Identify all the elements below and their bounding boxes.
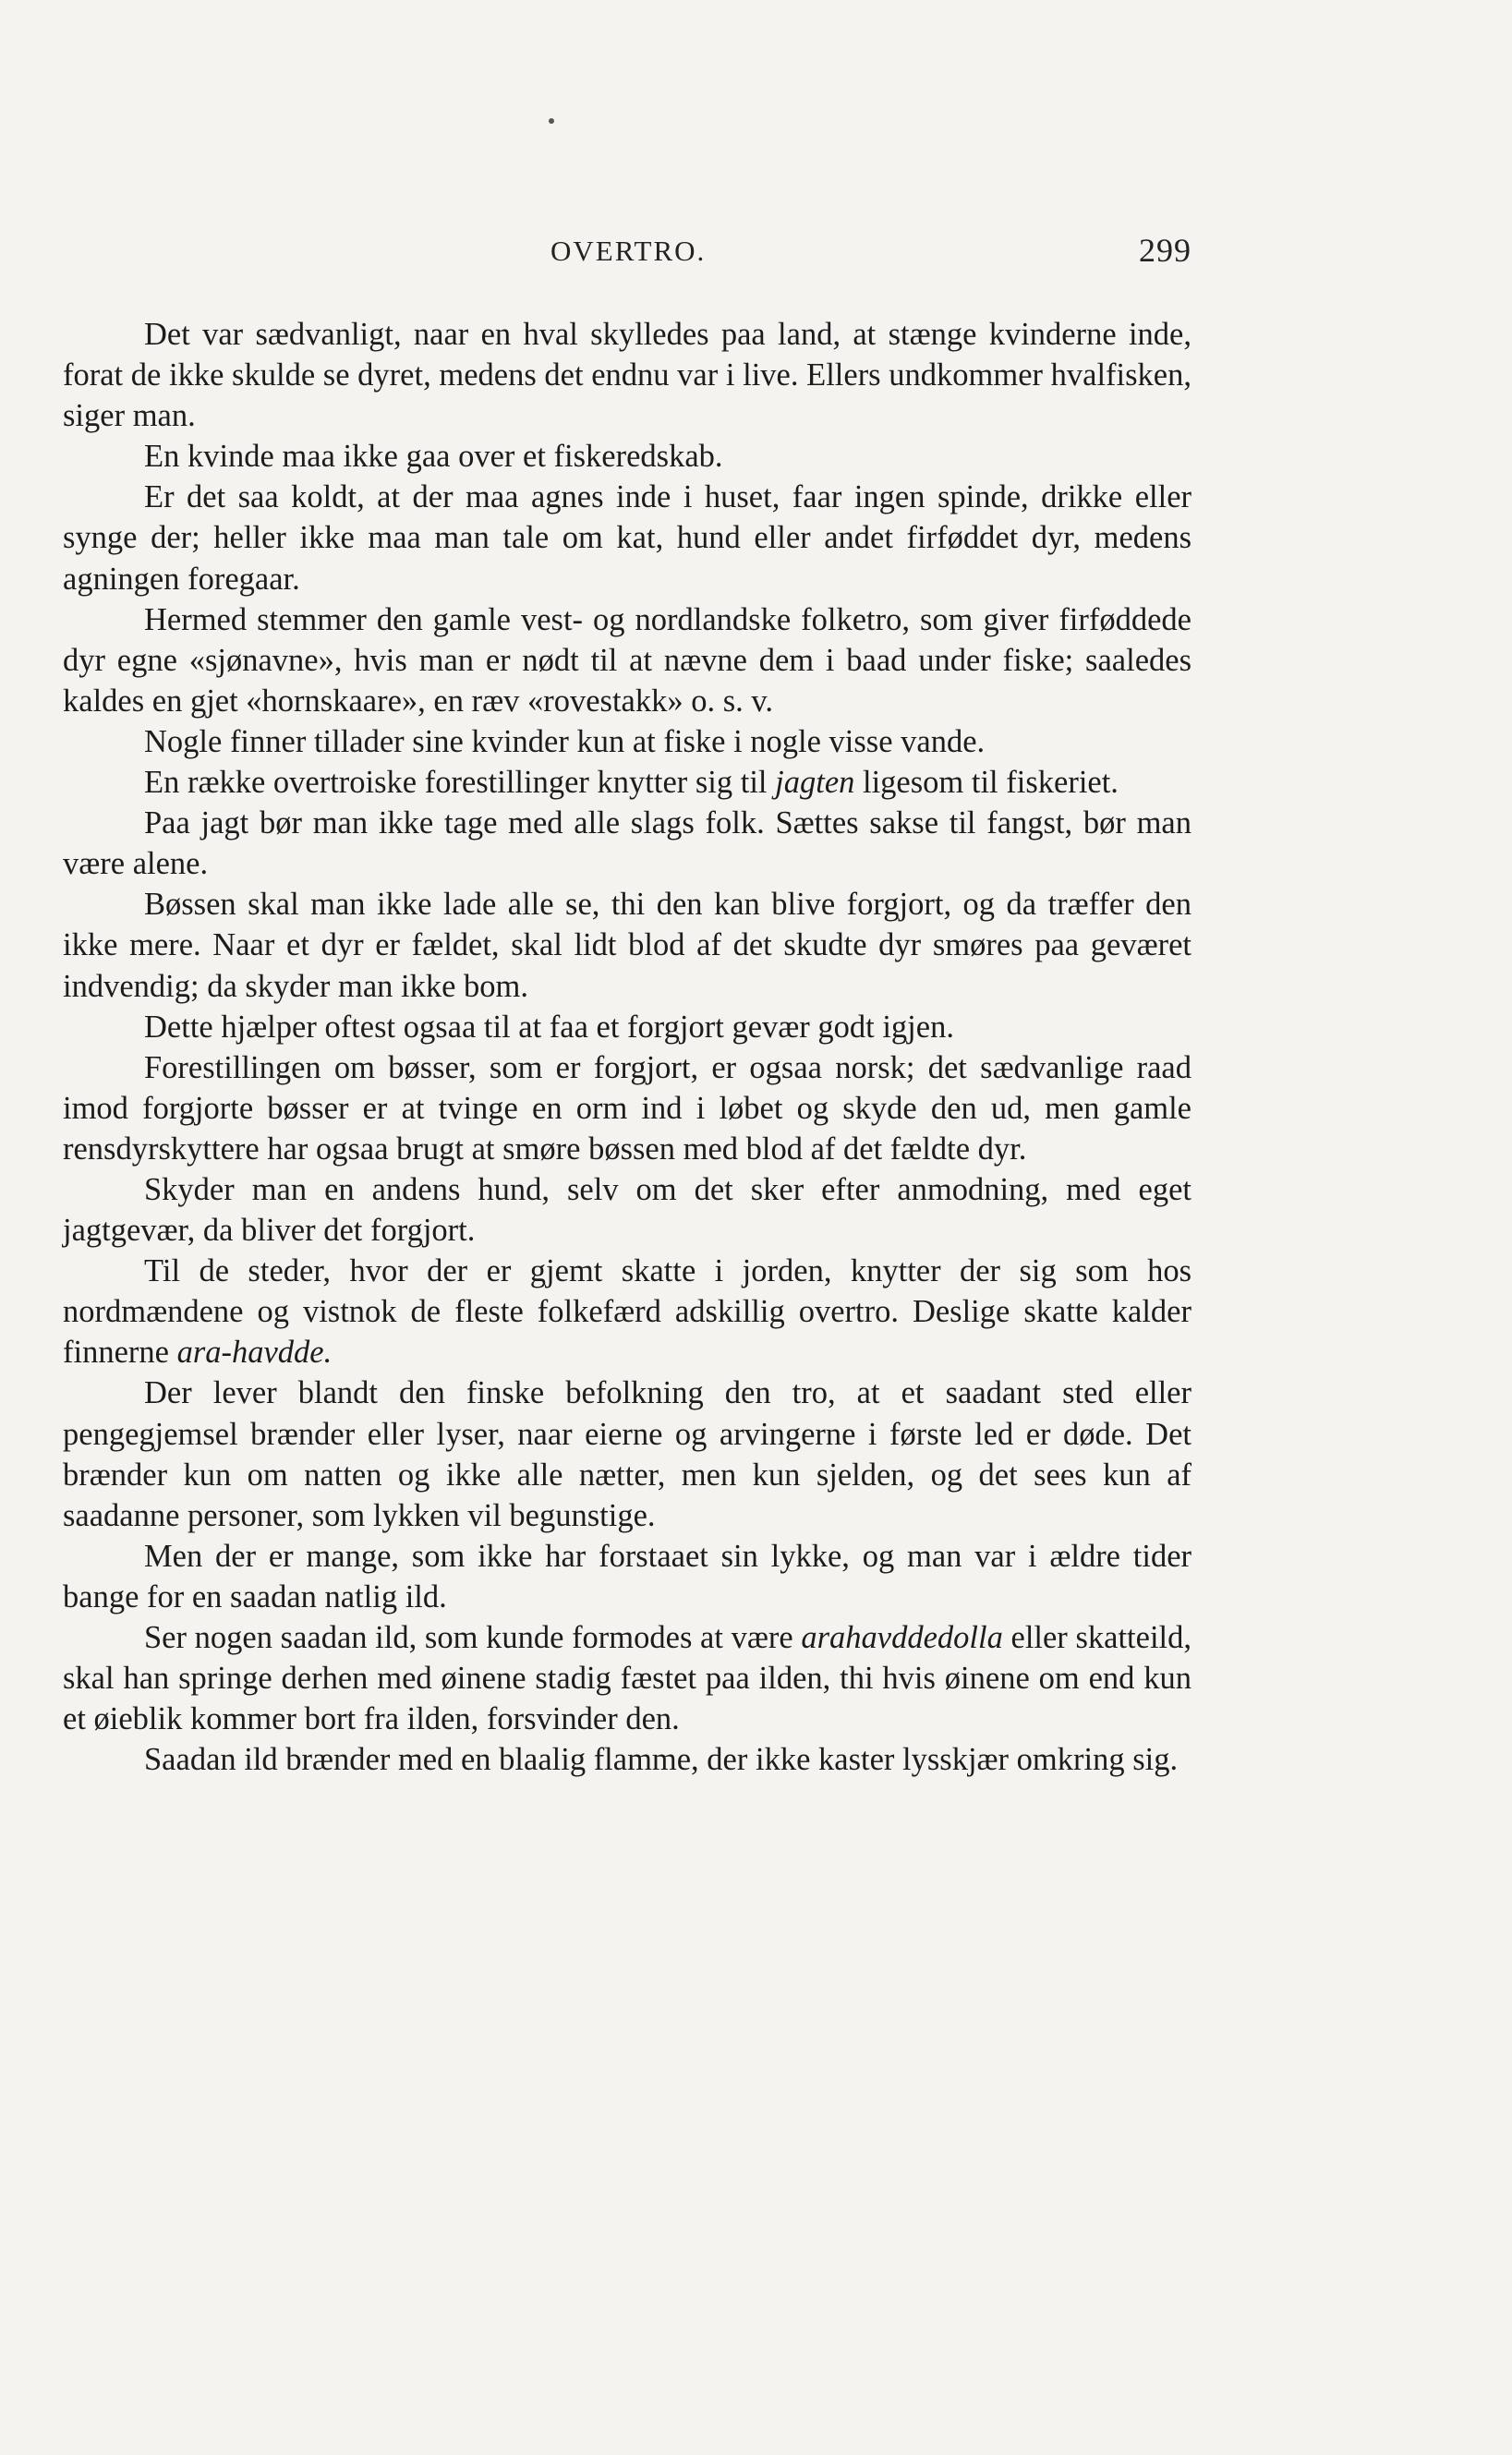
running-title: OVERTRO. xyxy=(550,235,707,267)
paragraph xyxy=(63,1251,1191,1373)
text-run: Men der er mange, som ikke har forstaaet sin lykke, og man var i ældre tider bange for en saadan natlig ild. xyxy=(63,1538,1191,1614)
paragraph xyxy=(63,1047,1191,1169)
text-run: Det var sædvanligt, naar en hval skylledes paa land, at stænge kvinderne inde, forat de ikke skulde se dyret, medens det endnu var i live. Ellers undkommer hvalfisken, siger man. xyxy=(63,317,1191,434)
paragraph xyxy=(63,762,1191,803)
italic-term: jagten xyxy=(775,765,855,801)
paragraph xyxy=(63,314,1191,436)
text-run: Dette hjælper oftest ogsaa til at faa et forgjort gevær godt igjen. xyxy=(144,1009,954,1045)
paragraph xyxy=(63,1169,1191,1251)
text-run: Saadan ild brænder med en blaalig flamme, der ikke kaster lysskjær omkring sig. xyxy=(144,1742,1179,1778)
paragraph xyxy=(63,436,1191,477)
page-number: 299 xyxy=(1139,232,1191,269)
paragraph xyxy=(63,599,1191,721)
text-run: Er det saa koldt, at der maa agnes inde i huset, faar ingen spinde, drikke eller synge der; heller ikke maa man tale om kat, hund eller andet firføddet dyr, medens agningen foregaar. xyxy=(63,479,1191,597)
paragraph xyxy=(63,721,1191,762)
paragraph xyxy=(63,1373,1191,1535)
text-run: Ser nogen saadan ild, som kunde formodes at være xyxy=(144,1620,802,1655)
italic-term: arahavddedolla xyxy=(801,1620,1003,1655)
text-run: Forestillingen om bøsser, som er forgjort, er ogsaa norsk; det sædvanlige raad imod forgjorte bøsser er at tvinge en orm ind i løbet og skyde den ud, men gamle rensdyrskyttere har ogsaa brugt at smøre bøssen med blod af det fældte dyr. xyxy=(63,1049,1191,1167)
paragraph xyxy=(63,477,1191,599)
text-run: eller skatteild, skal han springe derhen med øinene stadig fæstet paa ilden, thi hvis øinene om end kun et øieblik kommer bort fra ilden, forsvinder den. xyxy=(63,1620,1191,1737)
italic-term: ara-havdde. xyxy=(176,1335,333,1371)
paragraph xyxy=(63,1007,1191,1047)
ink-speck xyxy=(549,118,554,124)
paragraph xyxy=(63,803,1191,884)
body-text xyxy=(63,314,1191,1780)
text-run: Der lever blandt den finske befolkning den tro, at et saadant sted eller pengegjemsel brænder eller lyser, naar eierne og arvingerne i første led er døde. Det brænder kun om natten og ikke alle nætter, men kun sjelden, og det sees kun af saadanne personer, som lykken vil begunstige. xyxy=(63,1375,1191,1533)
text-run: Til de steder, hvor der er gjemt skatte i jorden, knytter der sig som hos nordmændene og vistnok de fleste folkefærd adskillig overtro. Deslige skatte kalder finnerne xyxy=(63,1253,1191,1371)
paragraph xyxy=(63,1739,1191,1780)
paragraph xyxy=(63,884,1191,1006)
text-run: Hermed stemmer den gamle vest- og nordlandske folketro, som giver firføddede dyr egne «sjønavne», hvis man er nødt til at nævne dem i baad under fiske; saaledes kaldes en gjet «hornskaare», en ræv «rovestakk» o. s. v. xyxy=(63,601,1191,719)
text-run: ligesom til fiskeriet. xyxy=(854,765,1119,801)
text-run: Skyder man en andens hund, selv om det sker efter anmodning, med eget jagtgevær, da bliver det forgjort. xyxy=(63,1171,1191,1249)
text-run: Bøssen skal man ikke lade alle se, thi den kan blive forgjort, og da træffer den ikke mere. Naar et dyr er fældet, skal lidt blod af det skudte dyr smøres paa geværet indvendig; da skyder man ikke bom. xyxy=(63,887,1191,1004)
text-run: En række overtroiske forestillinger knytter sig til xyxy=(144,765,776,801)
paragraph xyxy=(63,1617,1191,1739)
text-run: Paa jagt bør man ikke tage med alle slags folk. Sættes sakse til fangst, bør man være alene. xyxy=(63,805,1191,882)
paragraph xyxy=(63,1536,1191,1617)
text-run: En kvinde maa ikke gaa over et fiskeredskab. xyxy=(144,439,723,475)
text-run: Nogle finner tillader sine kvinder kun at fiske i nogle visse vande. xyxy=(144,723,986,759)
page-header xyxy=(63,231,1191,275)
